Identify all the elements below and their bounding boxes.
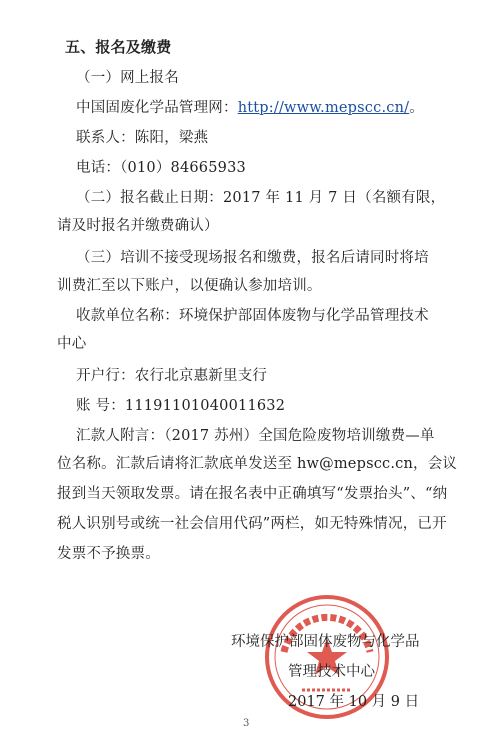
contacts-line: 联系人：陈阳，梁燕 [76,130,209,146]
website-suffix: 。 [409,100,424,116]
website-label: 中国固废化学品管理网： [76,100,238,116]
remit-line-3: 报到当天领取发票。请在报名表中正确填写“发票抬头”、“纳 [57,486,448,502]
phone-line: 电话：（010）84665933 [76,160,246,176]
onsite-line-1: （三）培训不接受现场报名和缴费，报名后请同时将培 [76,250,429,266]
signature-org-line-2: 管理技术中心 [288,664,375,680]
remit-line-4: 税人识别号或统一社会信用代码”两栏，如无特殊情况，已开 [57,516,447,532]
remit-line-2: 位名称。汇款后请将汇款底单发送至 hw@mepscc.cn，会议 [57,456,458,472]
deadline-line-1: （二）报名截止日期：2017 年 11 月 7 日（名额有限， [76,190,446,206]
account-line: 账 号：11191101040011632 [76,398,286,414]
bank-line: 开户行：农行北京惠新里支行 [76,368,268,384]
website-line [76,96,424,117]
online-registration-header: （一）网上报名 [76,70,179,86]
payee-line-1: 收款单位名称：环境保护部固体废物与化学品管理技术 [76,308,429,324]
payee-line-2: 中心 [57,336,87,352]
signature-org-line-1: 环境保护部固体废物与化学品 [231,634,420,650]
remit-line-5: 发票不予换票。 [57,546,160,562]
remit-line-1: 汇款人附言：（2017 苏州）全国危险废物培训缴费—单 [76,428,435,444]
deadline-line-2: 请及时报名并缴费确认） [57,218,219,234]
signature-date: 2017 年 10 月 9 日 [288,694,420,710]
onsite-line-2: 训费汇至以下账户，以便确认参加培训。 [57,278,322,294]
page-number: 3 [243,718,250,729]
website-link[interactable]: http://www.mepscc.cn/ [237,100,410,116]
section-title: 五、报名及缴费 [65,38,172,56]
